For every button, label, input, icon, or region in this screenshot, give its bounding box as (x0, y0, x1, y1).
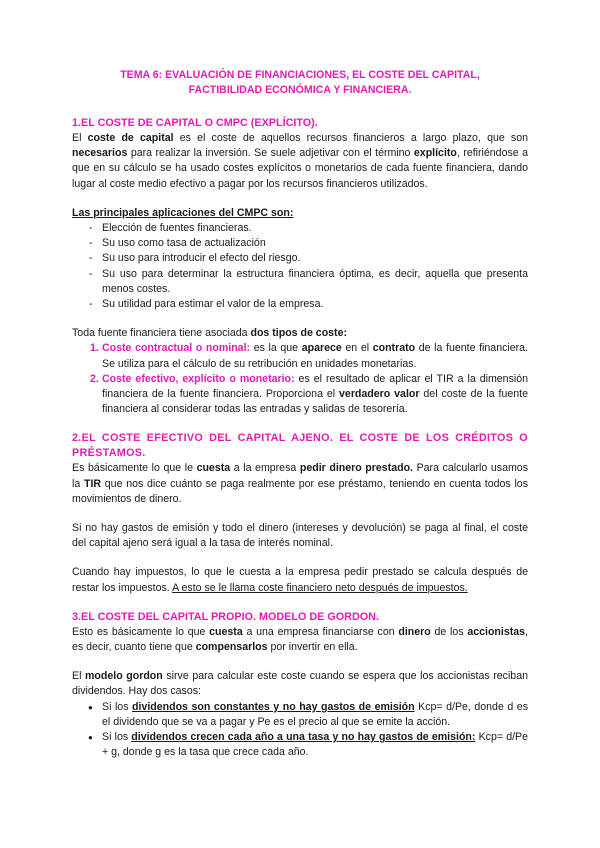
text-run: de la fuente financiera. Se utiliza para el cálculo de su retribución en unidades monetarias. (102, 342, 528, 370)
text-run: Si los (102, 731, 132, 744)
text-run: de los (430, 625, 468, 638)
title-line-1: TEMA 6: EVALUACIÓN DE FINANCIACIONES, EL COSTE DEL CAPITAL, (120, 69, 480, 81)
bold-run: contrato (372, 342, 416, 355)
text-run: Es básicamente lo que le (72, 462, 197, 475)
text-run: Si los (102, 700, 133, 713)
text-run: para realizar la inversión. Se suele adjetivar con el término (127, 147, 414, 160)
cost-types-intro (72, 326, 528, 341)
list-item (72, 372, 528, 418)
text-run: Kcp= d/Pe + g, donde g es la tasa que crece cada año. (102, 731, 528, 759)
text-run: es el coste de aquellos recursos financieros a largo plazo, que son (173, 132, 528, 144)
list-item (72, 730, 528, 760)
document-title (72, 68, 528, 98)
text-run: El (72, 670, 86, 683)
list-item: - Elección de fuentes financieras. (72, 221, 528, 236)
text-run: sirve para calcular este coste cuando se espera que los accionistas reciban dividendos. Hay dos casos: (72, 670, 528, 698)
text-run: Esto es básicamente lo que (72, 625, 210, 638)
bold-run: TIR (83, 477, 102, 490)
text-run: que nos dice cuánto se paga realmente por ese préstamo, teniendo en cuenta todos los movimientos de dinero. (72, 477, 528, 505)
list-item: - Su utilidad para estimar el valor de la empresa. (72, 297, 528, 312)
text-run: en el (341, 342, 373, 355)
list-item: - Su uso como tasa de actualización (72, 236, 528, 251)
text-run: a la empresa (230, 462, 300, 475)
section-3-heading: 3.EL COSTE DEL CAPITAL PROPIO. MODELO DE GORDON. (72, 610, 379, 623)
list-item (72, 341, 528, 371)
text-run: es el resultado de aplicar el TIR a la dimensión financiera de la fuente financiera. Proporciona el (102, 372, 529, 401)
text-run: Cuando hay impuestos, lo que le cuesta a la empresa pedir prestado se calcula después de restar los impuestos. (72, 566, 528, 594)
text-run: , es decir, cuanto tiene que (72, 625, 528, 654)
document-page (72, 68, 528, 761)
list-item (72, 700, 528, 730)
bold-run: necesarios (72, 147, 128, 160)
section-3-paragraph-1 (72, 625, 528, 655)
bold-run: dinero (398, 625, 431, 638)
bold-underlined-run: dividendos crecen cada año a una tasa y no hay gastos de emisión: (131, 731, 476, 744)
section-1-paragraph (72, 131, 528, 192)
text-run: es la que (250, 342, 302, 355)
bold-run: verdadero valor (339, 388, 420, 401)
section-2-heading: 2.EL COSTE EFECTIVO DEL CAPITAL AJENO. EL COSTE DE LOS CRÉDITOS O PRÉSTAMOS. (72, 432, 528, 460)
applications-list (72, 221, 528, 312)
section-2-paragraph-1 (72, 461, 528, 507)
list-number: 2. (90, 372, 99, 385)
bold-run: modelo gordon (85, 670, 163, 683)
bold-run: explícito (413, 147, 457, 160)
list-item: - Su uso para introducir el efecto del riesgo. (72, 251, 528, 266)
bold-run: aparece (301, 342, 342, 355)
term-label: Coste efectivo, explícito o monetario: (102, 372, 295, 385)
text-run: Para calcularlo usamos la (72, 462, 528, 490)
text-run: Kcp= d/Pe, donde d es el dividendo que se va a pagar y Pe es el precio al que se emite la acción. (102, 700, 528, 728)
bold-run: pedir dinero prestado. (299, 462, 413, 475)
text-run: a una empresa financiarse con (242, 625, 399, 638)
text-run: , refiriéndose a que en su cálculo se ha usado costes explícitos o monetarios de cada fuente financiera, dando lugar al coste medio efectivo a pagar por los recursos financieros utilizados. (72, 147, 528, 190)
bold-run: accionistas (467, 625, 526, 638)
bold-run: cuesta (196, 462, 231, 475)
gordon-cases-list (72, 700, 528, 761)
text-run: del coste de la fuente financiera al considerar todas las entradas y salidas de tesorería. (102, 388, 528, 416)
text-run: Toda fuente financiera tiene asociada (72, 327, 251, 340)
section-1-heading: 1.EL COSTE DE CAPITAL O CMPC (EXPLÍCITO). (72, 117, 318, 129)
text-run: El (72, 132, 88, 144)
list-item: - Su uso para determinar la estructura financiera óptima, es decir, aquella que presenta menos costes. (72, 267, 528, 297)
list-number: 1. (90, 342, 99, 355)
section-2-paragraph-2: Si no hay gastos de emisión y todo el dinero (intereses y devolución) se paga al final, el coste del capital ajeno será igual a la tasa de interés nominal. (72, 522, 528, 550)
section-3-paragraph-2 (72, 669, 528, 699)
bold-underlined-run: dividendos son constantes y no hay gastos de emisión (132, 700, 415, 713)
term-label: Coste contractual o nominal: (102, 342, 251, 355)
bold-run: dos tipos de coste: (250, 327, 348, 340)
underlined-run: A esto se le llama coste financiero neto después de impuestos. (172, 581, 468, 594)
title-line-2: FACTIBILIDAD ECONÓMICA Y FINANCIERA. (188, 84, 412, 96)
bold-run: compensarlos (195, 641, 268, 654)
section-2-paragraph-3 (72, 565, 528, 595)
bold-run: coste de capital (87, 132, 174, 144)
text-run: por invertir en ella. (267, 641, 358, 654)
cost-types-list (72, 341, 528, 417)
applications-heading: Las principales aplicaciones del CMPC son: (72, 206, 294, 219)
bold-run: cuesta (209, 625, 243, 638)
